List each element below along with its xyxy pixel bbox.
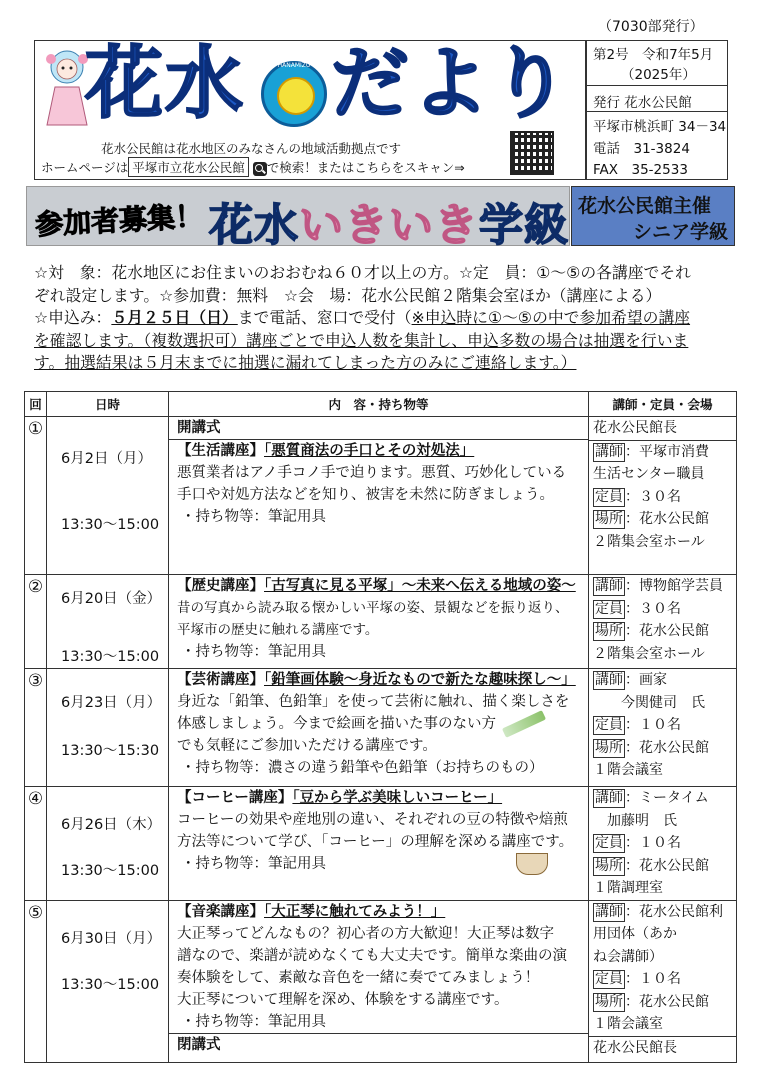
issue-info [586,40,728,180]
qr-code-icon[interactable] [510,131,554,175]
table-row: ④ 6月26日（木） 13:30～15:00 【コーヒー講座】「豆から学ぶ美味しいコーヒー」 コーヒーの効果や産地別の違い、それぞれの豆の特徴や焙煎 方法等について学び、「コーヒー」の理解を深める講座です。 ・持ち物等：筆記用具 講師 ：ミータイム 加藤明 氏 定員 ：１０名 場所 ：花水公民館 １階調理室 [25,787,737,901]
table-row: ⑤ 6月30日（月） 13:30～15:00 【音楽講座】「大正琴に触れてみよう！」 大正琴ってどんなもの？初心者の方大歓迎！大正琴は数字 譜なので、楽譜が読めなくても大丈夫です。簡単な楽曲の演 奏体験をして、素敵な音色を一緒に奏でてみましょう！ 大正琴について理解を深め、体験をする講座です。 ・持ち物等：筆記用具 閉講式 講師 ：花水公民館利 用団体（あか ね会講師） 定員 ：１０名 場所 ：花水公民館 １階会議室 花水公民館長 [25,900,737,1062]
table-row: ① 6月2日（月） 13:30～15:00 開講式 【生活講座】「悪質商法の手口とその対処法」 悪質業者はアノ手コノ手で迫ります。悪質、巧妙化している 手口や対処方法などを知り、被害を未然に防ぎましょう。 ・持ち物等：筆記用具 花水公民館長 講師 ：平塚市消費 生活センター職員 定員 ：３０名 場所 ：花水公民館 ２階集会室ホール [25,417,737,575]
flower-badge-icon: HANAMIZU [261,61,327,127]
intro-text: ☆対 象：花水地区にお住まいのおおむね６０才以上の方。☆定 員：①～⑤の各講座でそれ ぞれ設定します。☆参加費：無料 ☆会 場：花水公民館２階集会室ほか（講座による） ☆申込み：５月２５日（日）まで電話、窓口で受付（※申込時に①～⑤の中で参加希望の講座 を確認します。（複数選択可）講座ごとで申込人数を集計し、申込多数の場合は抽選を行いま す。抽選結果は５月末までに抽選に漏れてしまった方のみにご連絡します。） [34,263,691,372]
issue-number: 第2号 令和7年5月 [593,47,714,63]
coffee-cup-icon [516,853,548,875]
circulation-count: （7030部発行） [598,19,704,35]
tagline: 花水公民館は花水地区のみなさんの地域活動拠点です [101,141,402,156]
table-header-row: 回 日時 内 容・持ち物等 講師・定員・会場 [25,392,737,417]
search-icon [253,162,267,176]
masthead [34,40,586,180]
pencil-icon [502,710,546,738]
address: 平塚市桃浜町 34－34 [593,119,727,135]
publisher: 発行 花水公民館 [593,95,692,111]
logo-right-text: だより [331,39,572,129]
homepage-guide: ホームページは 平塚市立花水公民館 で検索！またはこちらをスキャン⇒ [41,157,465,177]
search-term-box[interactable]: 平塚市立花水公民館 [128,157,249,177]
phone: 電話 31-3824 [593,141,690,157]
opening-ceremony: 開講式 [177,420,221,436]
table-row: ③ 6月23日（月） 13:30～15:30 【芸術講座】「鉛筆画体験～身近なもので新たな趣味探し～」 身近な「鉛筆、色鉛筆」を使って芸術に触れ、描く楽しさを 体感しましょう。今まで絵画を描いた事のない方 でも気軽にご参加いただける講座です。 ・持ち物等：濃さの違う鉛筆や色鉛筆（お持ちのもの） 講師 ：画家 今関健司 氏 定員 ：１０名 場所 ：花水公民館 １階会議室 [25,669,737,787]
schedule-table [24,391,737,1063]
closing-ceremony: 閉講式 [177,1036,221,1053]
recruit-heading: 参加者募集！ [34,199,204,242]
issue-year: （2025年） [621,67,696,83]
table-row: ② 6月20日（金） 13:30～15:00 【歴史講座】「古写真に見る平塚」～未来へ伝える地域の姿～ 昔の写真から読み取る懐かしい平塚の姿、景観などを振り返り、 平塚市の歴史に触れる講座です。 ・持ち物等：筆記用具 講師 ：博物館学芸員 定員 ：３０名 場所 ：花水公民館 ２階集会室ホール [25,575,737,669]
sponsor-label: 花水公民館主催 シニア学級 [571,186,735,246]
fax: FAX 35-2533 [593,162,688,178]
title-banner [26,186,570,251]
class-title: 花水いきいき学級 [209,200,569,251]
logo-left-text: 花水 [85,39,246,129]
